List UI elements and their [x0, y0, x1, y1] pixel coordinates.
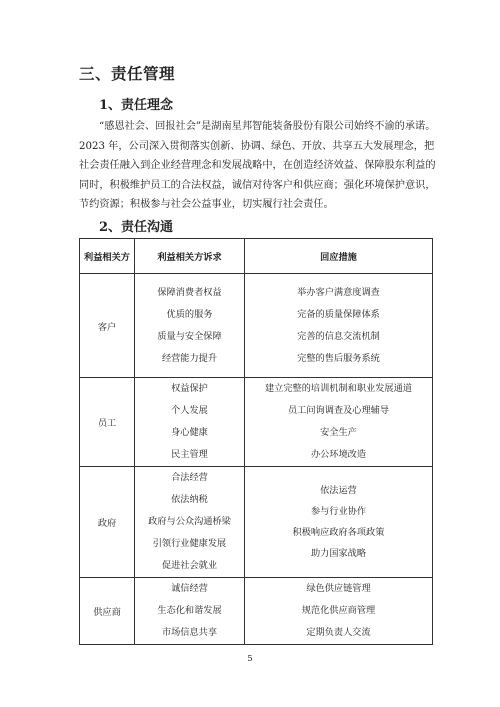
measure-item: 建立完整的培训机制和职业发展通道 [265, 383, 412, 394]
demand-item: 身心健康 [171, 427, 208, 438]
measure-item: 员工问询调查及心理辅导 [287, 405, 390, 416]
subsection-title-communication: 2、责任沟通 [99, 220, 174, 235]
stakeholder-cell: 政府 [80, 467, 135, 578]
measure-item: 积极响应政府各项政策 [292, 527, 385, 538]
demands-cell [135, 378, 245, 467]
paragraph-line: 节约资源；积极参与社会公益事业，切实履行社会责任。 [79, 199, 334, 210]
measure-item: 完备的质量保障体系 [297, 308, 380, 320]
paragraph-line: 同时，积极维护员工的合法权益，诚信对待客户和供应商；强化环境保护意识， [79, 179, 436, 191]
measure-item: 规范化供应商管理 [301, 605, 376, 616]
demands-cell [135, 578, 245, 645]
demand-item: 诚信经营 [171, 583, 208, 594]
stakeholder-cell: 员工 [80, 378, 135, 467]
demand-item: 优质的服务 [166, 308, 213, 320]
paragraph-line: “感恩社会、回报社会”是湖南星邦智能装备股份有限公司始终不渝的承诺。 [99, 121, 436, 132]
header-measures: 回应措施 [245, 239, 433, 274]
demand-item: 保障消费者权益 [157, 286, 222, 298]
measure-item: 参与行业协作 [310, 506, 367, 517]
demand-item: 依法纳税 [171, 494, 208, 505]
measures-cell [245, 578, 433, 645]
demand-item: 个人发展 [171, 405, 208, 416]
measures-cell [245, 467, 433, 578]
measures-cell [245, 274, 433, 378]
stakeholder-cell: 客户 [80, 274, 135, 378]
table-row [80, 378, 433, 467]
measures-cell [245, 378, 433, 467]
table-row [80, 274, 433, 378]
stakeholder-table [79, 238, 433, 645]
demand-item: 经营能力提升 [161, 352, 218, 364]
table-row [80, 467, 433, 578]
demand-item: 合法经营 [171, 472, 208, 483]
measure-item: 助力国家战略 [310, 548, 367, 559]
demand-item: 质量与安全保障 [157, 330, 222, 342]
measure-item: 完整的售后服务系统 [297, 352, 380, 364]
header-stakeholder: 利益相关方 [80, 239, 135, 274]
header-demands: 利益相关方诉求 [135, 239, 245, 274]
table-header-row [80, 239, 433, 274]
demands-cell [135, 274, 245, 378]
section-title: 三、责任管理 [79, 64, 176, 83]
demand-item: 权益保护 [171, 383, 208, 394]
measure-item: 完善的信息交流机制 [297, 330, 380, 342]
paragraph-line: 社会责任融入到企业经营理念和发展战略中，在创造经济效益、保障股东利益的 [79, 160, 436, 171]
measure-item: 定期负责人交流 [306, 627, 371, 638]
demand-item: 生态化和谐发展 [157, 605, 222, 616]
measure-item: 办公环境改造 [310, 449, 367, 460]
measure-item: 依法运营 [320, 485, 357, 496]
demand-item: 促进社会就业 [161, 560, 218, 571]
demand-item: 引领行业健康发展 [152, 538, 227, 549]
demand-item: 民主管理 [171, 449, 208, 460]
measure-item: 绿色供应链管理 [306, 583, 371, 594]
measure-item: 安全生产 [320, 427, 357, 438]
stakeholder-cell: 供应商 [80, 578, 135, 645]
measure-item: 举办客户满意度调查 [297, 286, 380, 298]
subsection-title-philosophy: 1、责任理念 [99, 98, 174, 113]
paragraph-line: 2023 年，公司深入贯彻落实创新、协调、绿色、开放、共享五大发展理念，把 [79, 140, 435, 152]
philosophy-paragraph [79, 117, 435, 215]
demand-item: 政府与公众沟通桥梁 [148, 516, 231, 527]
demand-item: 市场信息共享 [161, 627, 218, 638]
page-number: 5 [247, 654, 253, 664]
table-row [80, 578, 433, 645]
demands-cell [135, 467, 245, 578]
